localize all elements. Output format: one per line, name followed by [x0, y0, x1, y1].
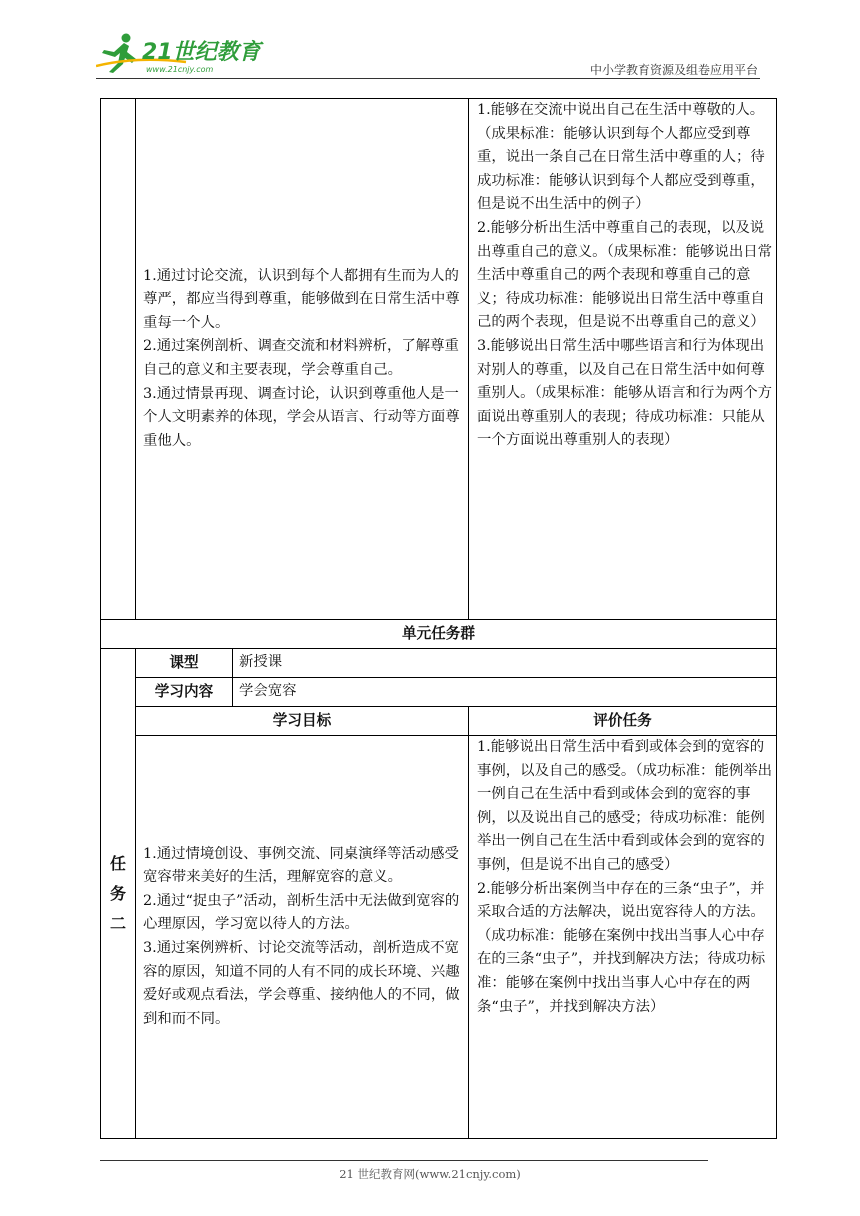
svg-text:www.21cnjy.com: www.21cnjy.com [146, 65, 214, 74]
page-header [96, 30, 760, 78]
evaluation-item: 2.能够分析出生活中尊重自己的表现，以及说出尊重自己的意义。（成果标准：能够说出日常生活中尊重自己的两个表现和尊重自己的意义；待成功标准：能够说出日常生活中尊重自己的两个表现，但是说不出尊重自己的意义） [477, 219, 773, 331]
evaluation-item: 1.能够在交流中说出自己在生活中尊敬的人。（成果标准：能够认识到每个人都应受到尊重，说出一条自己在日常生活中尊重的人；待成功标准：能够认识到每个人都应受到尊重，但是说不出生活中的例子） [477, 102, 765, 213]
type-value: 新授课 [233, 649, 777, 678]
lesson-plan-table [100, 98, 777, 1139]
svg-text:21世纪教育: 21世纪教育 [142, 40, 261, 65]
task1-evaluation-cell [469, 99, 777, 620]
platform-name: 中小学教育资源及组卷应用平台 [589, 63, 758, 77]
task2-evaluation-cell [469, 736, 777, 1139]
evaluation-header: 评价任务 [469, 707, 777, 736]
type-label: 课型 [136, 649, 233, 678]
task2-objectives-cell [136, 736, 469, 1139]
task1-side-cell [101, 99, 136, 620]
task2-side-label [101, 649, 136, 1139]
side-char: 二 [109, 913, 126, 933]
task2-content-row [101, 736, 777, 1139]
evaluation-item: 3.能够说出日常生活中哪些语言和行为体现出对别人的尊重，以及自己在日常生活中如何尊重别人。（成果标准：能够从语言和行为两个方面说出尊重别人的表现；待成功标准：只能从一个方面说出尊重别人的表现） [477, 337, 773, 449]
objectives-header: 学习目标 [136, 707, 469, 736]
objective-item: 3.通过案例辨析、讨论交流等活动，剖析造成不宽容的原因，知道不同的人有不同的成长环境、兴趣爱好或观点看法，学会尊重、接纳他人的不同，做到和而不同。 [143, 940, 460, 1027]
task1-objectives-cell [136, 99, 469, 620]
section-title-row [101, 620, 777, 649]
footer-text: 21 世纪教育网(www.21cnjy.com) [339, 1167, 521, 1181]
objective-item: 3.通过情景再现、调查讨论，认识到尊重他人是一个人文明素养的体现，学会从语言、行动等方面尊重他人。 [143, 385, 460, 449]
content-value: 学会宽容 [233, 678, 777, 707]
side-char: 任 [109, 853, 126, 873]
section-title: 单元任务群 [101, 620, 777, 649]
objective-item: 2.通过“捉虫子”活动，剖析生活中无法做到宽容的心理原因，学习宽以待人的方法。 [143, 892, 460, 933]
content-label: 学习内容 [136, 678, 233, 707]
type-row [101, 649, 777, 678]
footer-divider [100, 1160, 708, 1161]
content-row [101, 678, 777, 707]
objective-item: 2.通过案例剖析、调查交流和材料辨析，了解尊重自己的意义和主要表现，学会尊重自己。 [143, 338, 459, 378]
header-divider [96, 78, 760, 79]
objective-item: 1.通过讨论交流，认识到每个人都拥有生而为人的尊严，都应当得到尊重，能够做到在日常生活中尊重每一个人。 [143, 267, 460, 331]
logo [96, 32, 276, 74]
evaluation-item: 2.能够分析出案例当中存在的三条“虫子”，并采取合适的方法解决，说出宽容待人的方法。（成功标准：能够在案例中找出当事人心中存在的三条“虫子”，并找到解决方法；待成功标准：能够在案例中找出当事人心中存在的两条“虫子”，并找到解决方法） [477, 880, 766, 1015]
objective-item: 1.通过情境创设、事例交流、同桌演绎等活动感受宽容带来美好的生活，理解宽容的意义。 [143, 845, 459, 886]
task1-row [101, 99, 777, 620]
side-char: 务 [109, 883, 126, 903]
column-header-row [101, 707, 777, 736]
evaluation-item: 1.能够说出日常生活中看到或体会到的宽容的事例，以及自己的感受。（成功标准：能例举出一例自己在生活中看到或体会到的宽容的事例，以及说出自己的感受；待成功标准：能例举出一例自己在生活中看到或体会到的宽容的事例，但是说不出自己的感受） [477, 739, 773, 873]
